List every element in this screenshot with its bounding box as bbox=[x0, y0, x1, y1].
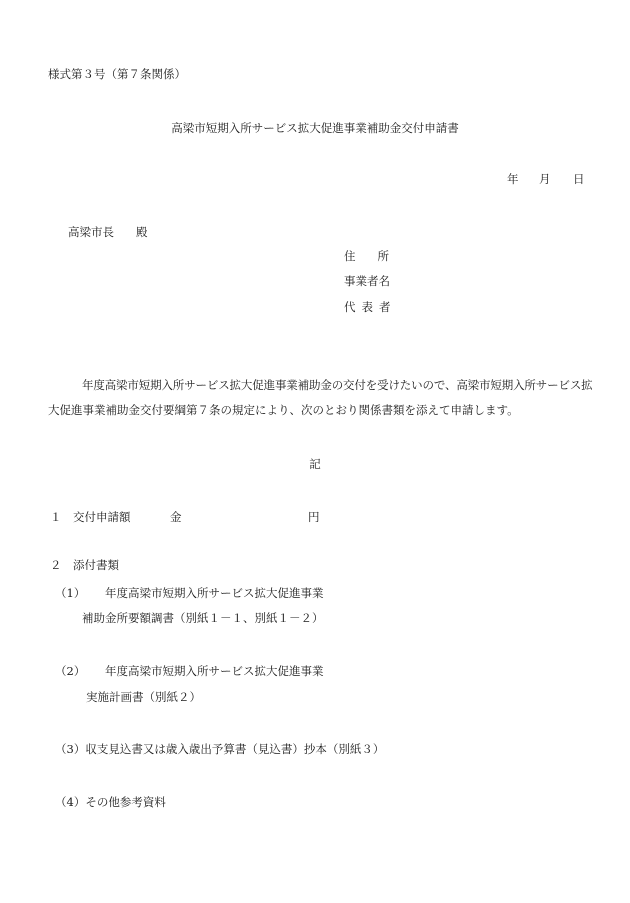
attachment-2-line-2: 実施計画書（別紙２） bbox=[86, 690, 201, 704]
addressee-honorific: 殿 bbox=[136, 225, 148, 239]
body-text-line-1: 年度高梁市短期入所サービス拡大促進事業補助金の交付を受けたいので、高梁市短期入所サービス拡 bbox=[82, 378, 593, 392]
body-text-line-2: 大促進事業補助金交付要綱第７条の規定により、次のとおり関係書類を添えて申請します。 bbox=[48, 403, 519, 417]
attachment-2-line-1: 年度高梁市短期入所サービス拡大促進事業 bbox=[105, 664, 324, 678]
form-number: 様式第３号（第７条関係） bbox=[48, 67, 186, 81]
document-title: 高梁市短期入所サービス拡大促進事業補助金交付申請書 bbox=[171, 121, 459, 135]
attachment-2 bbox=[55, 664, 324, 678]
attachment-3: （3）収支見込書又は歳入歳出予算書（見込書）抄本（別紙３） bbox=[55, 742, 385, 756]
applicant-address-label bbox=[344, 251, 389, 263]
item-attachments: ２ 添付書類 bbox=[50, 558, 119, 572]
ki-heading: 記 bbox=[309, 457, 321, 471]
date-month: 月 bbox=[539, 172, 551, 186]
rep-label-2: 表 bbox=[361, 300, 373, 314]
attachment-1-line-2: 補助金所要額調書（別紙１－１、別紙１－２） bbox=[82, 611, 324, 625]
addressee bbox=[68, 227, 148, 239]
item-application-amount bbox=[50, 510, 320, 524]
addressee-name: 高梁市長 bbox=[68, 225, 114, 239]
address-label-2: 所 bbox=[377, 249, 389, 263]
applicant-representative-label bbox=[344, 302, 391, 314]
attachment-1-line-1: 年度高梁市短期入所サービス拡大促進事業 bbox=[105, 586, 324, 600]
attachment-2-number: （2） bbox=[55, 664, 86, 678]
attachment-4: （4）その他参考資料 bbox=[55, 795, 166, 809]
date-year: 年 bbox=[507, 172, 519, 186]
rep-label-3: 者 bbox=[379, 300, 391, 314]
item1-kin: 金 bbox=[170, 510, 182, 524]
item1-label: １ 交付申請額 bbox=[50, 510, 131, 524]
address-label-1: 住 bbox=[344, 249, 356, 263]
attachment-1-number: （1） bbox=[55, 586, 86, 600]
applicant-business-label: 事業者名 bbox=[344, 274, 390, 288]
rep-label-1: 代 bbox=[344, 300, 356, 314]
date-day: 日 bbox=[573, 172, 585, 186]
item1-yen: 円 bbox=[308, 510, 320, 524]
attachment-1 bbox=[55, 586, 324, 600]
